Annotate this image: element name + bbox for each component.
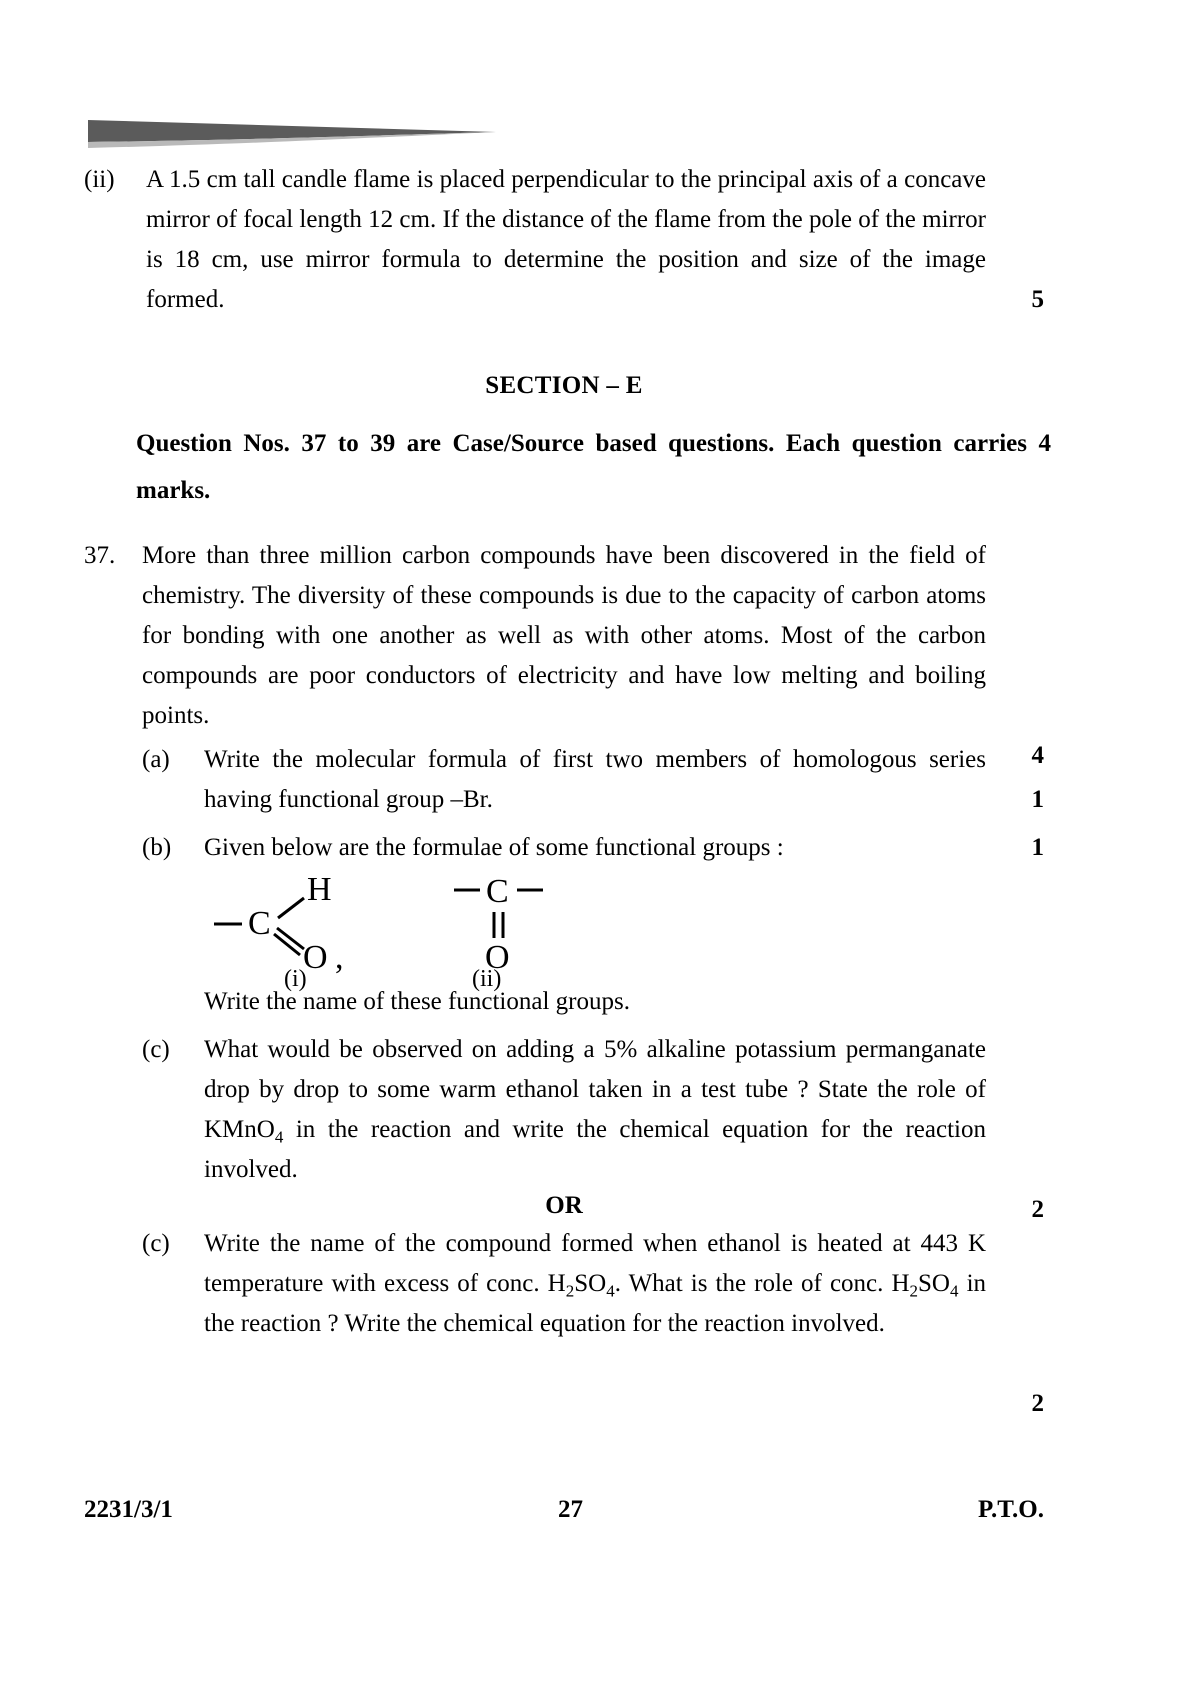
alternate-part-c-text <box>204 1224 1044 1344</box>
alternate-part-c-row <box>142 1224 1044 1417</box>
h2so4-sub-4: 4 <box>950 1281 959 1301</box>
question-37-part-b-row <box>142 828 1044 868</box>
question-37-part-c-row <box>142 1030 1044 1223</box>
alt-c-p2: SO <box>574 1270 607 1297</box>
part-c-text-after: in the reaction and write the chemical equation for the reaction involved. <box>204 1116 986 1183</box>
question-37-part-a-row <box>142 740 1044 820</box>
part-b-followup-row <box>204 982 1044 1022</box>
part-b-followup-text: Write the name of these functional groups. <box>204 988 630 1015</box>
part-c-text <box>204 1030 1044 1190</box>
h2so4-sub-2: 4 <box>606 1281 615 1301</box>
functional-group-svg <box>204 868 684 988</box>
alternate-part-c-marks: 2 <box>1031 1390 1044 1417</box>
question-37-row <box>84 536 1044 769</box>
h2so4-sub-3: 2 <box>909 1281 919 1301</box>
svg-text:H: H <box>307 871 332 908</box>
page-number: 27 <box>557 1496 583 1523</box>
section-instruction: Question Nos. 37 to 39 are Case/Source based questions. Each question carries 4 marks. <box>136 430 1051 504</box>
part-b-marks: 1 <box>1031 834 1044 861</box>
alt-c-p5: in the reaction ? Write the chemical equation for the reaction involved. <box>204 1270 987 1337</box>
paper-code: 2231/3/1 <box>84 1496 173 1523</box>
part-c-label: (c) <box>142 1036 170 1063</box>
question-ii-label: (ii) <box>84 166 115 193</box>
section-heading: SECTION – E <box>485 372 643 399</box>
svg-text:C: C <box>248 905 271 942</box>
structure-i-caption: (i) <box>284 966 307 992</box>
part-b-text: Given below are the formulae of some functional groups : <box>204 834 784 861</box>
alt-c-p4: SO <box>918 1270 950 1297</box>
part-a-text: Write the molecular formula of first two members of homologous series having functional group –Br. <box>204 746 986 813</box>
question-37-marks: 4 <box>1031 742 1044 769</box>
svg-text:,: , <box>335 939 344 976</box>
svg-text:O: O <box>303 939 328 976</box>
question-ii-row <box>84 160 1044 320</box>
structure-ii-caption: (ii) <box>472 966 502 992</box>
question-ii-marks: 5 <box>1031 286 1044 313</box>
part-c-text-before: What would be observed on adding a 5% alkaline potassium permanganate drop by drop to some warm ethanol taken in a test tube ? State the role of KMnO <box>204 1036 986 1143</box>
part-c-marks: 2 <box>1031 1196 1044 1223</box>
or-divider: OR <box>545 1192 583 1219</box>
h2so4-sub-1: 2 <box>565 1281 575 1301</box>
header-swoosh-decoration <box>88 118 498 152</box>
part-b-label: (b) <box>142 834 172 861</box>
functional-group-structures <box>204 868 724 992</box>
question-37-number: 37. <box>84 542 116 569</box>
turn-over-label: P.T.O. <box>978 1496 1044 1523</box>
alternate-part-c-label: (c) <box>142 1230 170 1257</box>
question-ii-text: A 1.5 cm tall candle flame is placed perpendicular to the principal axis of a concave mirror of focal length 12 cm. If the distance of the flame from the pole of the mirror is 18 cm, use mirror formula to determine the position and size of the image formed. <box>146 166 986 313</box>
part-a-marks: 1 <box>1031 786 1044 813</box>
page-content <box>84 160 1051 1417</box>
kmno4-subscript: 4 <box>274 1127 284 1147</box>
page-footer <box>84 1496 1044 1524</box>
alt-c-p3: . What is the role of conc. H <box>614 1270 910 1297</box>
svg-text:C: C <box>486 873 509 910</box>
alt-c-p1: Write the name of the compound formed when ethanol is heated at 443 K temperature with excess of conc. H <box>204 1230 986 1297</box>
part-a-label: (a) <box>142 746 170 773</box>
question-37-passage: More than three million carbon compounds have been discovered in the field of chemistry. The diversity of these compounds is due to the capacity of carbon atoms for bonding with one another as well as with other atoms. Most of the carbon compounds are poor conductors of electricity and have low melting and boiling points. <box>142 542 986 729</box>
svg-text:O: O <box>485 939 510 976</box>
